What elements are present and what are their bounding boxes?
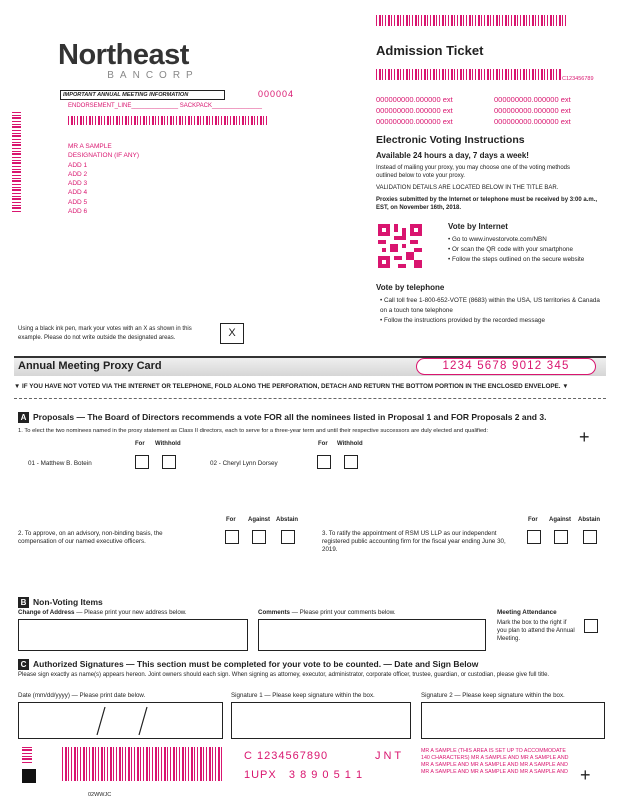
phone-step-text: Follow the instructions provided by the recorded message <box>383 317 545 324</box>
comments-hint: — Please print your comments below. <box>291 609 396 616</box>
date-label: Date (mm/dd/yyyy) — Please print date below. <box>18 692 146 699</box>
attendance-checkbox[interactable] <box>584 619 598 633</box>
endorsement-line: ENDORSEMENT_LINE______________ SACKPACK_______________ <box>68 103 263 109</box>
perforation-line <box>14 398 606 399</box>
logo-sub: BANCORP <box>107 70 199 81</box>
internet-step: • Or scan the QR code with your smartphone <box>448 246 574 253</box>
nominee-2-for-checkbox[interactable] <box>317 455 331 469</box>
proposal-2-abstain-checkbox[interactable] <box>281 530 295 544</box>
proposal-2-text: 2. To approve, on an advisory, non-binding basis, the compensation of our named executive officers. <box>18 530 163 545</box>
phone-step: • Follow the instructions provided by the recorded message <box>380 317 545 324</box>
attendance-text: Mark the box to the right if you plan to attend the Annual Meeting. <box>497 620 575 642</box>
for-label: For <box>135 441 145 447</box>
attendance-title: Meeting Attendance <box>497 609 557 616</box>
date-field[interactable] <box>18 702 223 739</box>
ext-column-1 <box>376 94 453 127</box>
internet-step-text: Or scan the QR code with your smartphone <box>451 246 574 253</box>
section-c-header <box>18 659 478 670</box>
footer-square-icon <box>22 769 36 783</box>
address-line: ADD 4 <box>68 189 88 197</box>
section-b-letter: B <box>18 597 29 608</box>
signature-instructions: Please sign exactly as name(s) appears hereon. Joint owners should each sign. When signing as attorney, executor, administrator, corporate officer, trustee, guardian, or custodian, please give full title. <box>18 672 550 678</box>
internet-title: Vote by Internet <box>448 222 508 231</box>
voting-intro: Instead of mailing your proxy, you may choose one of the voting methods outlined below to vote your proxy. <box>376 165 570 179</box>
address-line: DESIGNATION (IF ANY) <box>68 152 140 160</box>
withhold-label: Withhold <box>155 441 181 447</box>
for-label: For <box>528 517 538 523</box>
section-b-header <box>18 597 103 608</box>
internet-step-text: Follow the steps outlined on the secure website <box>451 256 585 263</box>
change-of-address-field[interactable] <box>18 619 248 651</box>
triangle-down-icon: ▼ <box>14 383 21 390</box>
address-barcode <box>68 116 268 125</box>
internet-step-text[interactable]: Go to www.investorvote.com/NBN <box>451 236 547 243</box>
proxy-card-title: Annual Meeting Proxy Card <box>18 360 162 372</box>
proposal-3-for-checkbox[interactable] <box>527 530 541 544</box>
fold-notice-text: IF YOU HAVE NOT VOTED VIA THE INTERNET OR TELEPHONE, FOLD ALONG THE PERFORATION, DETACH AND RETURN THE BOTTOM PORTION IN THE ENCLOSED ENVELOPE. <box>21 383 561 390</box>
proposal-3-text: 3. To ratify the appointment of RSM US LLP as our independent registered public accounting firm for the fiscal year ending June 30, 2019. <box>322 530 506 553</box>
phone-instructions <box>380 296 602 326</box>
comments-label: Comments <box>258 609 290 616</box>
control-number: 1234 5678 9012 345 <box>416 358 596 375</box>
ext-line: 000000000.000000 ext <box>494 95 571 104</box>
footer-jnt: J N T <box>375 750 402 762</box>
ext-line: 000000000.000000 ext <box>376 106 453 115</box>
ticket-title: Admission Ticket <box>376 43 484 58</box>
proposal-1-text: 1. To elect the two nominees named in the proxy statement as Class II directors, each to serve for a three-year term and until their respective successors are duly elected and qualified: <box>18 428 489 434</box>
nominee-2-withhold-checkbox[interactable] <box>344 455 358 469</box>
footer-sample-text: MR A SAMPLE (THIS AREA IS SET UP TO ACCOMMODATE 140 CHARACTERS) MR A SAMPLE AND MR A SAMPLE AND MR A SAMPLE AND MR A SAMPLE AND MR A SAMPLE AND MR A SAMPLE AND MR A SAMPLE AND MR A SAMPLE AND <box>421 748 569 775</box>
example-mark-box <box>220 323 244 344</box>
phone-step: • Call toll free 1-800-652-VOTE (8683) within the USA, US territories & Canada on a touch tone telephone <box>380 297 600 314</box>
proposal-2-for-checkbox[interactable] <box>225 530 239 544</box>
mailing-address <box>68 142 139 216</box>
address-line: ADD 2 <box>68 170 88 178</box>
proposal-3-abstain-checkbox[interactable] <box>583 530 597 544</box>
footer-side-barcode <box>22 745 32 763</box>
comments-label-row <box>258 609 396 616</box>
ticket-code: C123456789 <box>562 76 594 82</box>
address-hint: — Please print your new address below. <box>76 609 187 616</box>
qr-code-icon[interactable] <box>378 224 422 268</box>
fold-notice <box>14 383 614 390</box>
for-label: For <box>226 517 236 523</box>
voting-deadline: Proxies submitted by the Internet or telephone must be received by 3:00 a.m., EST, on November 16th, 2018. <box>376 197 598 211</box>
nominee-1-for-checkbox[interactable] <box>135 455 149 469</box>
for-label: For <box>318 441 328 447</box>
comments-field[interactable] <box>258 619 486 651</box>
account-code: 000004 <box>258 89 295 99</box>
section-a-letter: A <box>18 412 29 423</box>
triangle-down-icon: ▼ <box>562 383 569 390</box>
against-label: Against <box>248 517 271 523</box>
section-c-title: Authorized Signatures — This section must be completed for your vote to be counted. — Date and Sign Below <box>33 659 479 669</box>
address-line: MR A SAMPLE <box>68 143 112 150</box>
side-barcode <box>12 110 21 212</box>
internet-step: • Go to www.investorvote.com/NBN <box>448 236 547 243</box>
voting-validation: VALIDATION DETAILS ARE LOCATED BELOW IN THE TITLE BAR. <box>376 185 559 191</box>
change-of-address-label <box>18 609 187 616</box>
date-separator-icon <box>19 703 221 737</box>
nominee-1: 01 - Matthew B. Botein <box>28 460 92 467</box>
internet-step: • Follow the steps outlined on the secure website <box>448 256 585 263</box>
voting-available: Available 24 hours a day, 7 days a week! <box>376 151 529 160</box>
example-mark: X <box>228 327 236 339</box>
proposal-2-against-checkbox[interactable] <box>252 530 266 544</box>
abstain-label: Abstain <box>276 517 299 523</box>
ext-line: 000000000.000000 ext <box>494 117 571 126</box>
internet-instructions <box>448 235 584 265</box>
footer-plus-icon: + <box>580 765 591 785</box>
phone-step-text: Call toll free 1-800-652-VOTE (8683) within the USA, US territories & Canada on a touch tone telephone <box>380 297 600 314</box>
section-a-title: Proposals — The Board of Directors recommends a vote FOR all the nominees listed in Proposal 1 and FOR Proposals 2 and 3. <box>33 412 547 422</box>
withhold-label: Withhold <box>337 441 363 447</box>
signature-1-label: Signature 1 — Please keep signature within the box. <box>231 692 375 699</box>
ext-line: 000000000.000000 ext <box>376 117 453 126</box>
address-line: ADD 3 <box>68 180 88 188</box>
nominee-2: 02 - Cheryl Lynn Dorsey <box>210 460 278 467</box>
logo-name: Northeast <box>58 39 189 71</box>
proposal-3-against-checkbox[interactable] <box>554 530 568 544</box>
phone-title: Vote by telephone <box>376 283 445 292</box>
ext-column-2 <box>494 94 571 127</box>
section-c-letter: C <box>18 659 29 670</box>
address-line: ADD 6 <box>68 208 88 216</box>
nominee-1-withhold-checkbox[interactable] <box>162 455 176 469</box>
signature-2-field[interactable] <box>421 702 605 739</box>
section-a-header <box>18 412 598 423</box>
section-b-title: Non-Voting Items <box>33 597 103 607</box>
ext-line: 000000000.000000 ext <box>494 106 571 115</box>
ext-line: 000000000.000000 ext <box>376 95 453 104</box>
abstain-label: Abstain <box>578 517 601 523</box>
ticket-top-barcode <box>376 15 568 26</box>
example-instructions: Using a black ink pen, mark your votes with an X as shown in this example. Please do not write outside the designated areas. <box>18 326 192 341</box>
ticket-barcode <box>376 69 561 80</box>
voting-title: Electronic Voting Instructions <box>376 134 525 146</box>
info-bar: IMPORTANT ANNUAL MEETING INFORMATION <box>60 90 225 100</box>
footer-barcode <box>62 747 222 781</box>
footer-code-2: 1UPX 3 8 9 0 5 1 1 <box>244 769 364 781</box>
address-line: ADD 5 <box>68 198 88 206</box>
signature-2-label: Signature 2 — Please keep signature within the box. <box>421 692 565 699</box>
form-code: 02WWJC <box>88 792 112 798</box>
footer-code-1: C 1234567890 <box>244 750 329 762</box>
signature-1-field[interactable] <box>231 702 411 739</box>
address-line: ADD 1 <box>68 161 88 169</box>
plus-icon: + <box>579 427 590 447</box>
against-label: Against <box>549 517 572 523</box>
company-logo <box>58 40 228 82</box>
address-label: Change of Address <box>18 609 75 616</box>
